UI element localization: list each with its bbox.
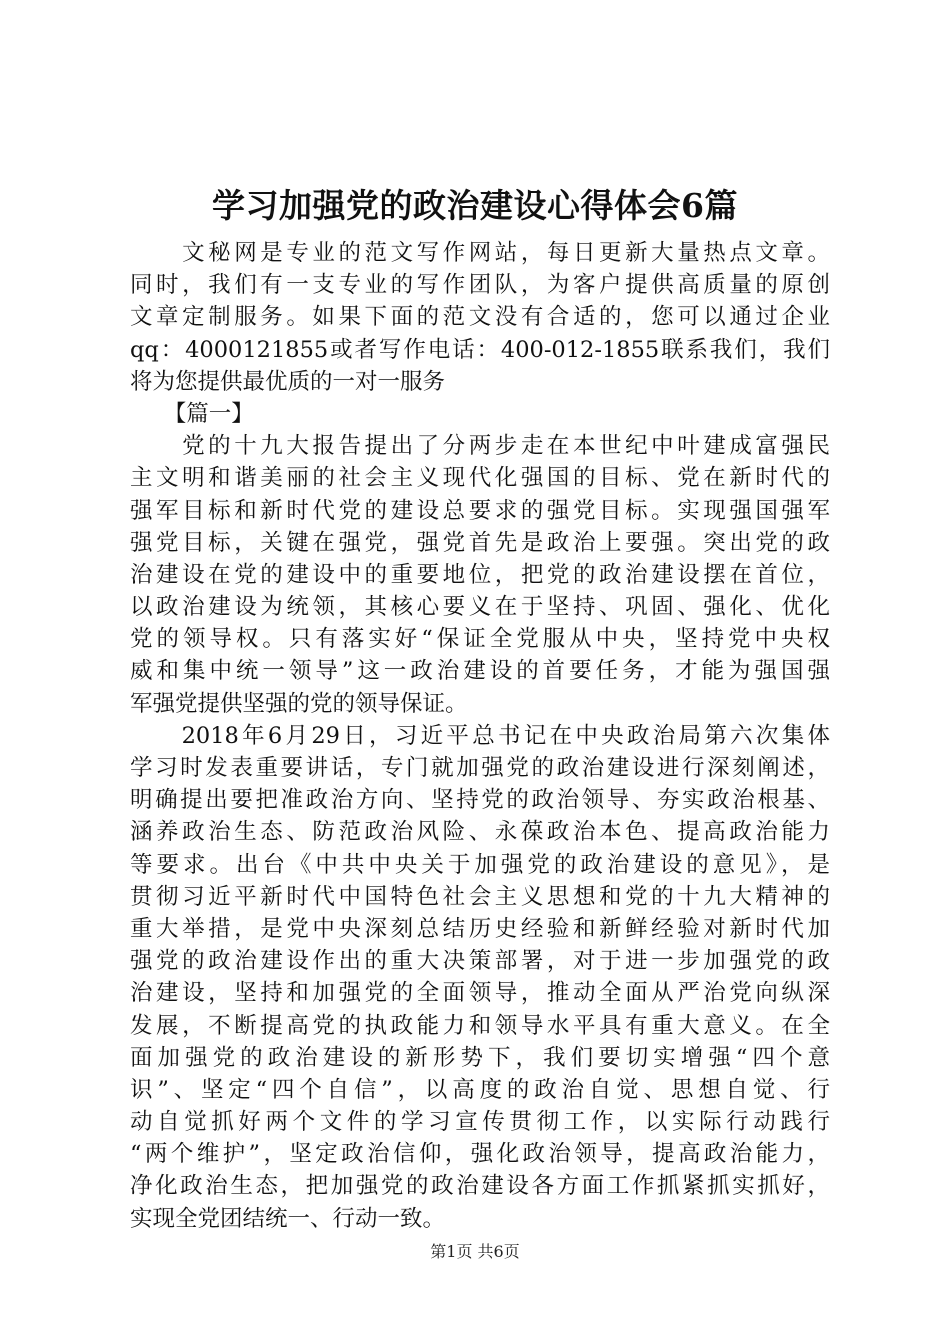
body-line: 强党目标，关键在强党，强党首先是政治上要强。突出党的政	[130, 529, 830, 556]
body-line: “两个维护”，坚定政治信仰，强化政治领导，提高政治能力，	[130, 1141, 830, 1168]
body-line: 军强党提供坚强的党的领导保证。	[130, 690, 468, 717]
body-line: 强军目标和新时代党的建设总要求的强党目标。实现强国强军	[130, 497, 830, 524]
body-line: 主文明和谐美丽的社会主义现代化强国的目标、党在新时代的	[130, 465, 830, 492]
body-line: 将为您提供最优质的一对一服务	[130, 368, 446, 395]
body-line: 学习时发表重要讲话，专门就加强党的政治建设进行深刻阐述，	[130, 755, 830, 781]
body-line: 2018年6月29日，习近平总书记在中央政治局第六次集体	[130, 722, 830, 749]
document-body	[130, 237, 830, 1235]
document-title: 学习加强党的政治建设心得体会6篇	[212, 186, 738, 225]
body-line: 文章定制服务。如果下面的范文没有合适的，您可以通过企业	[130, 304, 830, 331]
body-line: 以政治建设为统领，其核心要义在于坚持、巩固、强化、优化	[130, 594, 830, 621]
body-line: 治建设，坚持和加强党的全面领导，推动全面从严治党向纵深	[130, 980, 830, 1007]
body-line: 贯彻习近平新时代中国特色社会主义思想和党的十九大精神的	[130, 883, 830, 910]
body-line: 党的十九大报告提出了分两步走在本世纪中叶建成富强民	[130, 433, 830, 460]
body-line: 识”、坚定“四个自信”，以高度的政治自觉、思想自觉、行	[130, 1076, 830, 1103]
body-line: 同时，我们有一支专业的写作团队，为客户提供高质量的原创	[130, 272, 830, 299]
body-line: 涵养政治生态、防范政治风险、永葆政治本色、提高政治能力	[130, 819, 830, 846]
body-line: qq：4000121855或者写作电话：400-012-1855联系我们，我们	[130, 336, 830, 363]
body-line: 实现全党团结统一、行动一致。	[130, 1205, 446, 1232]
body-line: 文秘网是专业的范文写作网站，每日更新大量热点文章。	[130, 240, 830, 266]
body-line: 动自觉抓好两个文件的学习宣传贯彻工作，以实际行动践行	[130, 1109, 830, 1136]
page-footer: 第1页 共6页	[430, 1242, 520, 1261]
body-line: 强党的政治建设作出的重大决策部署，对于进一步加强党的政	[130, 948, 830, 975]
body-line: 【篇一】	[130, 400, 254, 427]
body-line: 党的领导权。只有落实好“保证全党服从中央，坚持党中央权	[130, 626, 830, 653]
body-line: 治建设在党的建设中的重要地位，把党的政治建设摆在首位，	[130, 561, 830, 588]
body-line: 净化政治生态，把加强党的政治建设各方面工作抓紧抓实抓好，	[130, 1173, 830, 1200]
body-line: 威和集中统一领导”这一政治建设的首要任务，才能为强国强	[130, 658, 830, 685]
body-line: 发展，不断提高党的执政能力和领导水平具有重大意义。在全	[130, 1012, 830, 1039]
body-line: 面加强党的政治建设的新形势下，我们要切实增强“四个意	[130, 1044, 830, 1071]
body-line: 等要求。出台《中共中央关于加强党的政治建设的意见》，是	[130, 851, 830, 878]
body-line: 重大举措，是党中央深刻总结历史经验和新鲜经验对新时代加	[130, 915, 830, 942]
body-line: 明确提出要把准政治方向、坚持党的政治领导、夯实政治根基、	[130, 787, 830, 814]
